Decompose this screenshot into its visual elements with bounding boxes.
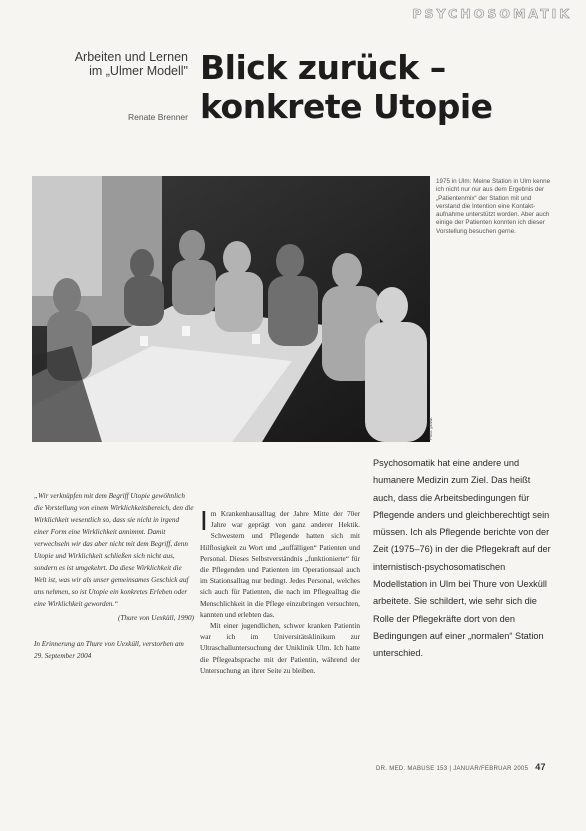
epigraph-quote — [34, 490, 194, 662]
drop-cap: I — [200, 505, 208, 536]
group-photo — [32, 176, 430, 442]
paragraph-text: m Krankenhausalltag der Jahre Mitte der 70er Jahre war geprägt von ganz anderer Hektik. Schwestern und Pflegende hatten sich mit Hilflosigkeit zu Wort und „auffälligen“ Patienten und Personal. Dieses Selbstverständnis „funktionierte“ für die Pflegenden und Patienten im Operationsaal auch im Stationsalltag nur bedingt. Jedes Personal, welches sich auch für Patienten, die nach im Pflegealltag die Menschlichkeit in die Pflege einzubringen versuchten, kannten und erlebten das. — [200, 509, 360, 619]
headline-line-1: Blick zurück – — [200, 48, 446, 87]
kicker: Arbeiten und Lernen im „Ulmer Modell" — [74, 50, 188, 78]
author-name: Renate Brenner — [127, 112, 188, 122]
article-lead: Psychosomatik hat eine andere und humanere Medizin zum Ziel. Das heißt auch, dass die Arbeitsbedingungen für Pflegende anders und gleichberechtigt sein müssen. Ich als Pflegende berichte von der Zeit (1975–76) in der die Pflegekraft auf der internistisch-psychosomatischen Modellstation in Ulm bei Thure von Uexküll arbeitete. Sie schildert, wie sehr sich die Rolle der Pflegekräfte dort von den Bedingungen auf einer „normalen“ Station unterschied. — [373, 458, 551, 659]
quote-source: (Thure von Uexküll, 1990) — [118, 614, 194, 622]
dedication: In Erinnerung an Thure von Uexküll, verstorben am 29. September 2004 — [34, 640, 184, 660]
article-body-column-1 — [200, 505, 360, 676]
photo-caption: 1975 in Ulm: Meine Station in Ulm kenne ich nicht nur nur aus dem Ergebnis der „Patientenmix“ der Station mit und verstand die Intention eine Kontakt-aufnahme unterstützt worden. Aber auch einige der Patienten konnten ich dieser Vorstellung besuchen gerne. — [436, 178, 551, 235]
quote-text: „Wir verknüpfen mit dem Begriff Utopie gewöhnlich die Vorstellung von einem Wirklichkeitsbereich, den die Wirklichkeit wesentlich so, dass sie nicht in irgend einer Form eine Wirklichkeit annimmt. Damit verwechseln wir das aber nicht mit dem Begriff, denn Utopie und Wirklichkeit schließen sich nicht aus, sondern es ist umgekehrt. Da diese Wirklichkeit die Welt ist, was wir als unser gemeinsames Geschick auf uns nehmen, so ist Utopie ein konkretes Erleben oder eine Wirklichkeit geworden.“ — [34, 492, 194, 608]
issue-date: JANUAR/FEBRUAR 2005 — [453, 766, 529, 772]
page-footer: DR. MED. MABUSE 153 | JANUAR/FEBRUAR 2005 47 — [376, 762, 546, 772]
group-photo-illustration — [32, 176, 430, 442]
page-number: 47 — [535, 762, 546, 772]
section-tag: PSYCHOSOMATIK — [412, 6, 572, 21]
headline-line-2: konkrete Utopie — [200, 87, 493, 126]
body-paragraph — [200, 505, 360, 620]
photo-credit: Foto: privat — [428, 417, 433, 440]
journal-name: DR. MED. MABUSE 153 — [376, 766, 448, 772]
body-paragraph: Mit einer jugendlichen, schwer kranken Patientin war ich im Universitätsklinikum zur Ultraschalluntersuchung der Uniklinik Ulm. Ich hatte die Pflegeabsprache mit der Patientin, während der Untersuchung an ihrer Seite zu bleiben. — [200, 621, 360, 675]
headline — [200, 48, 493, 126]
